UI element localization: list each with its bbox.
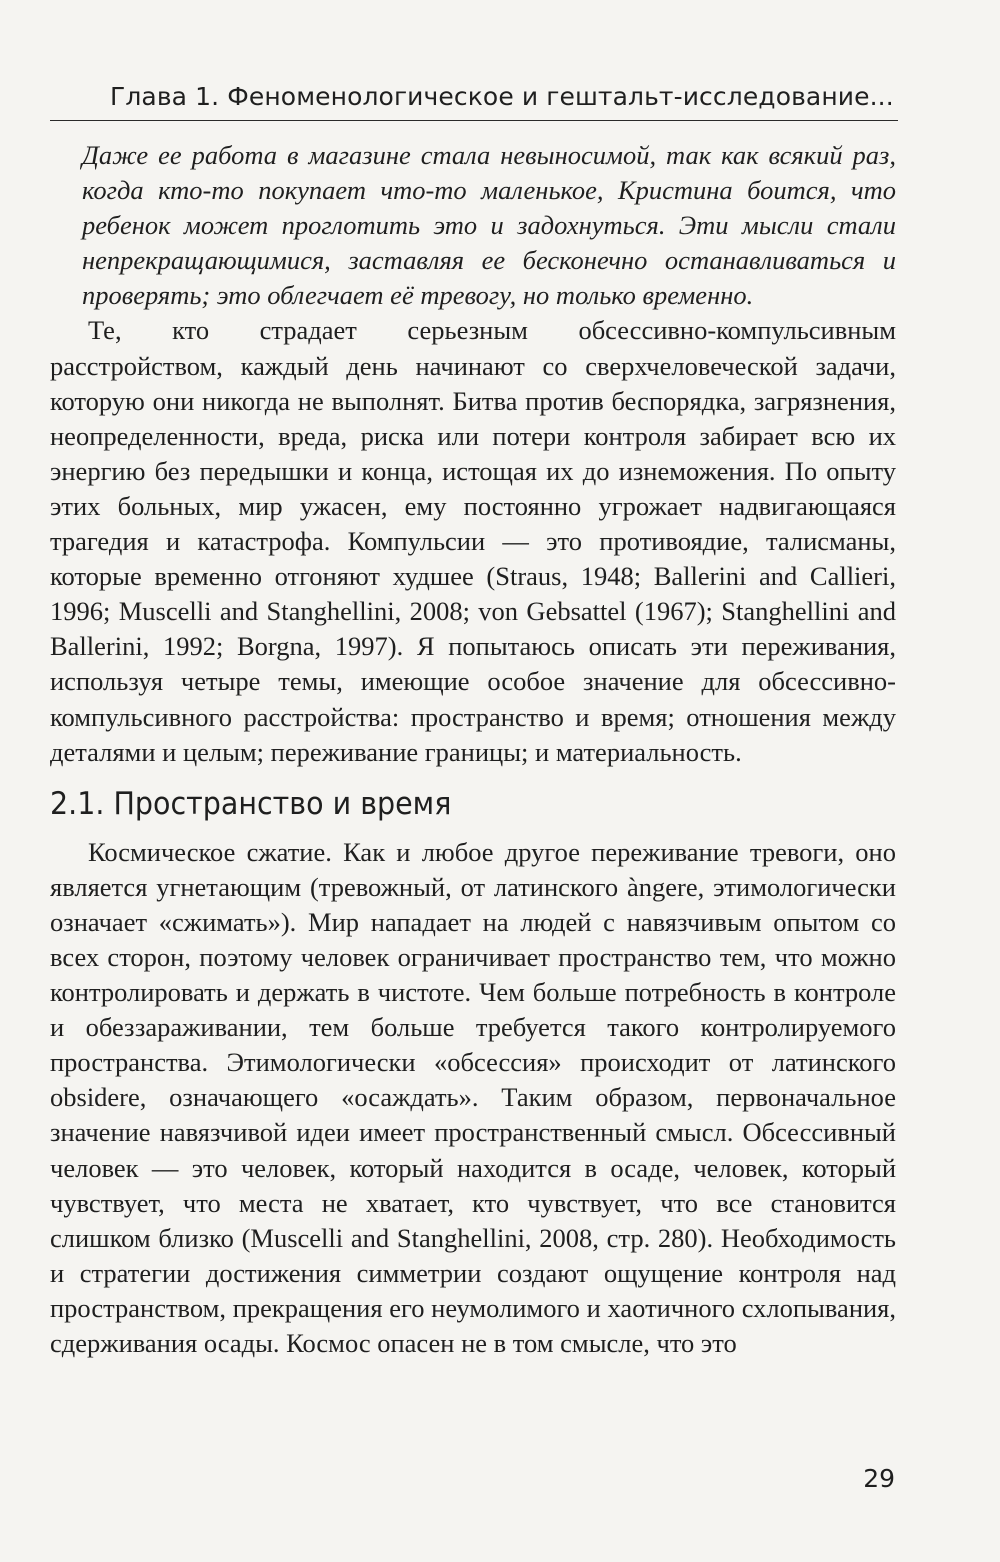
running-head: Глава 1. Феноменологическое и гештальт-исследование... bbox=[110, 82, 894, 111]
paragraph-ocd-description: Те, кто страдает серьезным обсессивно-компульсивным расстройством, каждый день начинают со сверхчеловеческой задачи, которую они никогда не выполнят. Битва против беспорядка, загрязнения, неопределенности, вреда, риска или потери контроля забирает всю их энергию без передышки и конца, истощая их до изнеможения. По опыту этих больных, мир ужасен, ему постоянно угрожает надвигающаяся трагедия и катастрофа. Компульсии — это противоядие, талисманы, которые временно отгоняют худшее (Straus, 1948; Ballerini and Callieri, 1996; Muscelli and Stanghellini, 2008; von Gebsattel (1967); Stanghellini and Ballerini, 1992; Borgna, 1997). Я попытаюсь описать эти переживания, используя четыре темы, имеющие особое значение для обсессивно-компульсивного расстройства: пространство и время; отношения между деталями и целым; переживание границы; и материальность. bbox=[50, 315, 896, 767]
page-number: 29 bbox=[863, 1464, 895, 1493]
body-text bbox=[50, 138, 896, 1361]
section-title: 2.1. Пространство и время bbox=[50, 785, 452, 822]
case-quote: Даже ее работа в магазине стала невыносимой, так как всякий раз, когда кто-то покупает что-то маленькое, Кристина боится, что ребенок может проглотить это и задохнуться. Эти мысли стали непрекращающимися, заставляя ее бесконечно останавливаться и проверять; это облегчает её тревогу, но только временно. bbox=[82, 140, 896, 311]
paragraph-space-compression: Космическое сжатие. Как и любое другое переживание тревоги, оно является угнетающим (тревожный, от латинского àngere, этимологически означает «сжимать»). Мир нападает на людей с навязчивым опытом со всех сторон, поэтому человек ограничивает пространство тем, что можно контролировать и держать в чистоте. Чем больше потребность в контроле и обеззараживании, тем больше требуется такого контролируемого пространства. Этимологически «обсессия» происходит от латинского obsidere, означающего «осаждать». Таким образом, первоначальное значение навязчивой идеи имеет пространственный смысл. Обсессивный человек — это человек, который находится в осаде, человек, который чувствует, что места не хватает, кто чувствует, что все становится слишком близко (Muscelli and Stanghellini, 2008, стр. 280). Необходимость и стратегии достижения симметрии создают ощущение контроля над пространством, прекращения его неумолимого и хаотичного схлопывания, сдерживания осады. Космос опасен не в том смысле, что это bbox=[50, 836, 896, 1358]
header-rule bbox=[50, 120, 898, 121]
